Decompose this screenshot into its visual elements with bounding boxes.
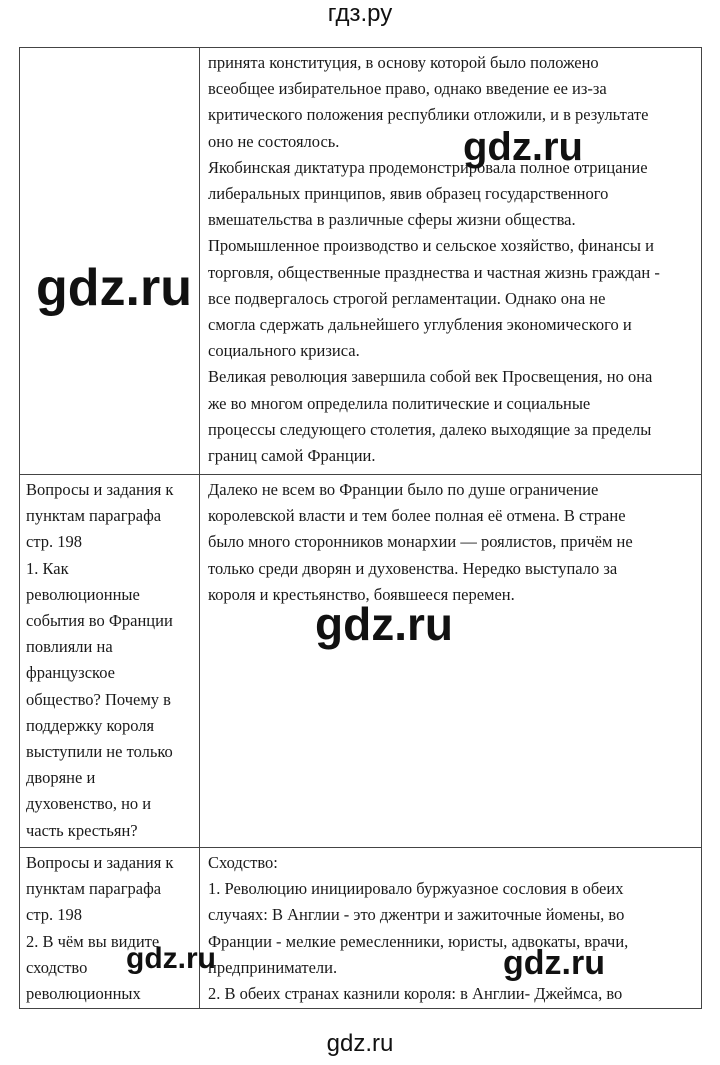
footer-site-name: gdz.ru — [326, 1030, 394, 1057]
question-line: общество? Почему в — [26, 689, 171, 709]
question-line: революционные — [26, 584, 140, 604]
question-line: Вопросы и задания к — [26, 480, 174, 499]
answer-line: все подвергалось строгой регламентации. Однако она не — [208, 288, 606, 308]
answer-line: предприниматели. — [208, 957, 338, 977]
question-cell — [20, 848, 200, 1009]
table-row — [20, 847, 701, 1009]
answer-line: либеральных принципов, явив образец государственного — [208, 184, 609, 204]
question-line: пунктам параграфа — [26, 506, 162, 526]
answer-line: Сходство: — [208, 853, 278, 872]
answer-line: принята конституция, в основу которой было положено — [208, 53, 599, 72]
answer-line: Далеко не всем во Франции было по душе ограничение — [208, 480, 599, 499]
question-line: духовенство, но и — [26, 794, 152, 814]
watermark: gdz.ru — [503, 944, 605, 982]
site-title: гдз.ру — [327, 0, 393, 27]
answer-line: было много сторонников монархии — роялистов, причём не — [208, 532, 633, 552]
answer-cell — [200, 475, 701, 847]
answer-line: процессы следующего столетия, далеко выходящие за пределы — [208, 419, 652, 439]
question-line: часть крестьян? — [26, 820, 138, 840]
answer-line: только среди дворян и духовенства. Нередко выступало за — [208, 558, 618, 578]
answer-line: Франции - мелкие ремесленники, юристы, адвокаты, врачи, — [208, 931, 629, 951]
question-line: поддержку короля — [26, 715, 155, 735]
watermark: gdz.ru — [315, 598, 453, 650]
answer-line: социального кризиса. — [208, 341, 360, 361]
question-line: пунктам параграфа — [26, 879, 162, 899]
question-line: повлияли на — [26, 637, 113, 657]
watermark: gdz.ru — [463, 125, 583, 169]
site-header — [0, 0, 720, 40]
question-cell — [20, 475, 200, 847]
answer-line: Великая революция завершила собой век Просвещения, но она — [208, 367, 653, 387]
answer-line: критического положения республики отложили, и в результате — [208, 105, 649, 125]
question-line: французское — [26, 663, 115, 683]
answer-cell — [200, 48, 701, 474]
answer-line: всеобщее избирательное право, однако введение ее из-за — [208, 79, 607, 99]
table-row — [20, 474, 701, 847]
answer-line: границ самой Франции. — [208, 446, 376, 466]
answer-line: 2. В обеих странах казнили короля: в Англии- Джеймса, во — [208, 984, 623, 1004]
question-line: стр. 198 — [26, 905, 82, 925]
watermark: gdz.ru — [36, 259, 192, 317]
answer-line: оно не состоялось. — [208, 131, 340, 151]
answer-line: торговля, общественные празднества и частная жизнь граждан - — [208, 262, 660, 282]
answer-cell — [200, 848, 701, 1009]
answer-line: вмешательства в различные сферы жизни общества. — [208, 210, 576, 230]
answer-line: 1. Революцию инициировало буржуазное сословия в обеих — [208, 879, 624, 899]
answer-table — [19, 47, 702, 1009]
watermark: gdz.ru — [126, 942, 216, 975]
question-line: 1. Как — [26, 558, 69, 578]
answer-line: короля и крестьянство, боявшееся перемен. — [208, 584, 515, 604]
question-line: дворяне и — [26, 768, 96, 788]
question-line: Вопросы и задания к — [26, 853, 174, 872]
answer-line: Промышленное производство и сельское хозяйство, финансы и — [208, 236, 654, 256]
question-line: события во Франции — [26, 611, 173, 631]
answer-line: же во многом определила политические и социальные — [208, 393, 591, 413]
question-line: 2. В чём вы видите — [26, 931, 160, 951]
question-line: сходство — [26, 957, 88, 977]
question-line: революционных — [26, 984, 141, 1004]
question-line: выступили не только — [26, 742, 173, 762]
answer-line: смогла сдержать дальнейшего углубления экономического и — [208, 315, 632, 335]
answer-line: Якобинская диктатура продемонстрировала полное отрицание — [208, 157, 648, 177]
answer-line: случаях: В Англии - это джентри и зажиточные йомены, во — [208, 905, 625, 925]
site-footer — [0, 1028, 720, 1060]
answer-line: королевской власти и тем более полная её отмена. В стране — [208, 506, 626, 526]
question-line: стр. 198 — [26, 532, 82, 552]
